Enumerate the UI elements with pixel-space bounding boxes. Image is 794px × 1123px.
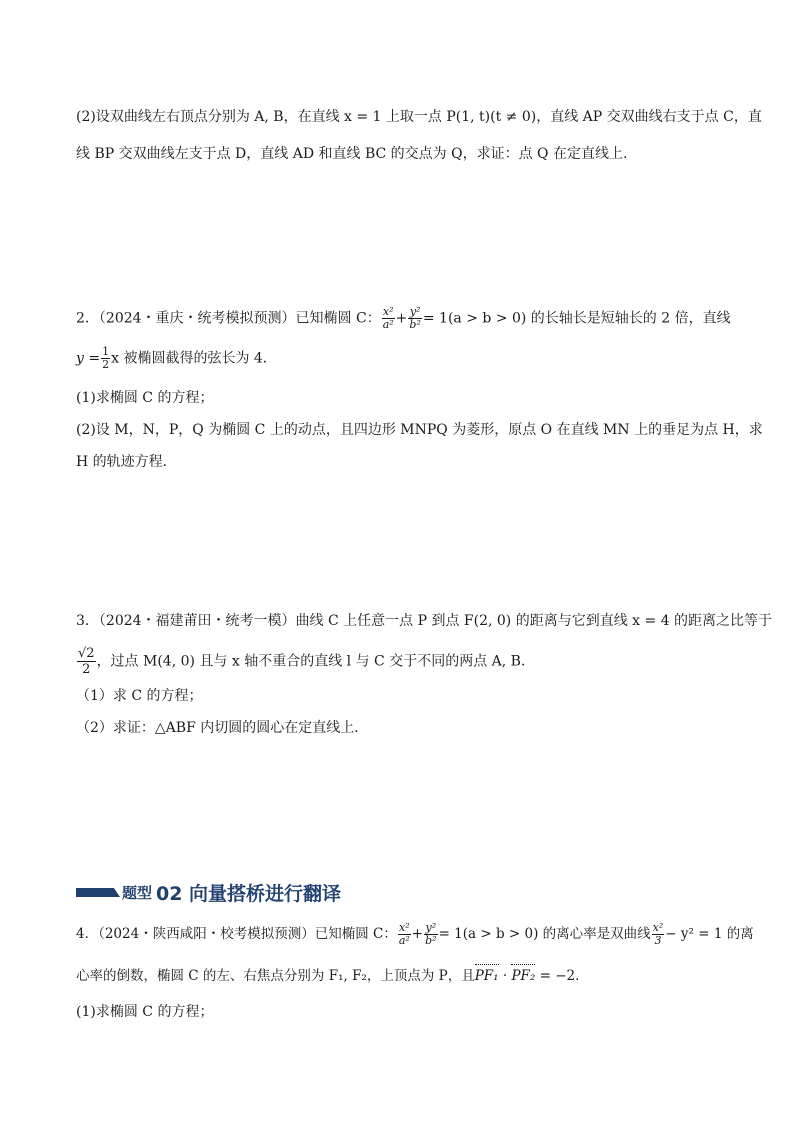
sub-question: (2)设 M，N，P，Q 为椭圆 C 上的动点，且四边形 MNPQ 为菱形，原点 O 在直线 MN 上的垂足为点 H，求	[76, 422, 763, 438]
question-3-line2	[76, 646, 535, 677]
fraction: $\frac{\text{x²}}{\text{a²}}$	[398, 921, 410, 947]
sub-question: （1）求 C 的方程；	[76, 688, 203, 704]
fraction: $\frac{1}{2}$	[102, 345, 110, 371]
fraction: $\frac{\text{y²}}{\text{b²}}$	[425, 921, 437, 947]
question-text: 2．（2024・重庆・统考模拟预测）已知椭圆 C：	[76, 310, 381, 327]
problem-text-line: (2)设双曲线左右顶点分别为 A, B，在直线 x = 1 上取一点 P(1, t)(t ≠ 0)，直线 AP 交双曲线右支于点 C，直	[76, 109, 762, 125]
sub-question: （2）求证：△ABF 内切圆的圆心在定直线上．	[76, 720, 369, 736]
question-text: 心率的倒数，椭圆 C 的左、右焦点分别为 F₁, F₂，上顶点为 P，且	[76, 968, 475, 984]
sub-question-continued: H 的轨迹方程．	[76, 454, 177, 470]
sub-question: (1)求椭圆 C 的方程；	[76, 390, 214, 406]
fraction: $\frac{√2}{2}$	[78, 646, 95, 677]
question-2-header	[76, 306, 731, 331]
vector-pf2: PF₂	[511, 968, 536, 984]
fraction: $\frac{\text{x²}}{3}$	[652, 921, 664, 947]
problem-text-line: 线 BP 交双曲线左支于点 D，直线 AD 和直线 BC 的交点为 Q，求证：点 Q 在定直线上.	[76, 146, 628, 162]
equation-text: y =	[76, 350, 101, 367]
fraction: $\frac{\text{x²}}{\text{a²}}$	[382, 305, 394, 331]
question-text: − y² = 1 的离	[665, 926, 754, 942]
vector-pf1: PF₁	[474, 968, 499, 984]
question-text: ，过点 M(4, 0) 且与 x 轴不重合的直线 l 与 C 交于不同的两点 A, B．	[96, 653, 535, 670]
question-text: = −2．	[535, 968, 589, 984]
question-4-line2	[76, 966, 589, 986]
section-tag-label: 题型	[122, 884, 153, 902]
section-tag-bar	[76, 888, 120, 897]
section-header	[76, 881, 346, 905]
question-text: = 1(a > b > 0) 的离心率是双曲线	[438, 926, 651, 942]
dot-operator: ·	[498, 968, 512, 984]
fraction: $\frac{\text{y²}}{\text{b²}}$	[409, 305, 421, 331]
sub-question: (1)求椭圆 C 的方程；	[76, 1004, 214, 1020]
question-text: x 被椭圆截得的弦长为 4．	[111, 350, 277, 367]
question-3-header: 3．（2024・福建莆田・统考一模）曲线 C 上任意一点 P 到点 F(2, 0) 的距离与它到直线 x = 4 的距离之比等于	[76, 613, 773, 629]
question-text: 4．（2024・陕西咸阳・校考模拟预测）已知椭圆 C：	[76, 926, 397, 942]
section-title: 02 向量搭桥进行翻译	[156, 883, 342, 905]
plus-sign: +	[395, 310, 408, 327]
question-4-header: 4．（2024・陕西咸阳・校考模拟预测）已知椭圆 C： $\frac{\text{x²}}{\text{a²}}$ + $\frac{\text{y²}}{\text{b²}}$ = 1(a > b > 0) 的离心率是双曲线 $\frac{\text{x²}}{3}$ − y² = 1 的离	[76, 921, 754, 947]
question-2-line2	[76, 346, 277, 371]
question-text: = 1(a > b > 0) 的长轴长是短轴长的 2 倍，直线	[422, 310, 731, 327]
